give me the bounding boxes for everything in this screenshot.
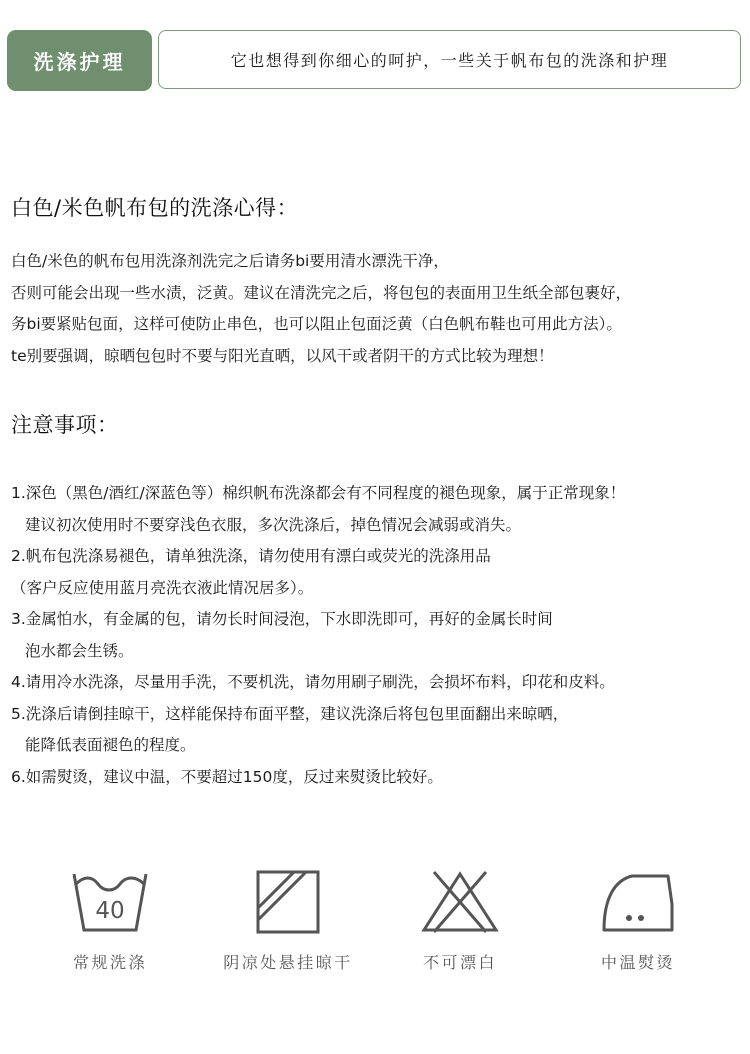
header xyxy=(7,30,741,91)
note-line: 泡水都会生锈。 xyxy=(25,641,134,660)
care-item-iron xyxy=(548,868,728,973)
note-line: 6.如需熨烫，建议中温，不要超过150度，反过来熨烫比较好。 xyxy=(11,767,443,786)
no-bleach-icon xyxy=(420,868,500,936)
section-title-washing-tips: 白色/米色帆布包的洗涤心得： xyxy=(11,196,299,220)
iron-medium-icon xyxy=(598,868,678,936)
shade-dry-icon xyxy=(248,868,328,936)
care-item-shade-dry xyxy=(198,868,378,973)
notes-list xyxy=(11,478,746,793)
header-subtitle: 它也想得到你细心的呵护，一些关于帆布包的洗涤和护理 xyxy=(158,30,741,89)
note-line: 3.金属怕水，有金属的包，请勿长时间浸泡，下水即洗即可，再好的金属长时间 xyxy=(11,610,553,628)
care-label-wash: 常规洗涤 xyxy=(72,953,147,972)
wash-temperature: 40 xyxy=(95,898,125,924)
note-line: （客户反应使用蓝月亮洗衣液此情况居多）。 xyxy=(11,578,314,597)
text-line: 务bi要紧贴包面，这样可使防止串色，也可以阻止包面泛黄（白色帆布鞋也可用此方法）。 xyxy=(11,315,622,333)
text-line: 白色/米色的帆布包用洗涤剂洗完之后请务bi要用清水漂洗干净， xyxy=(11,252,449,270)
note-line: 1.深色（黑色/酒红/深蓝色等）棉织帆布洗涤都会有不同程度的褪色现象，属于正常现象！ xyxy=(11,484,626,502)
note-line: 建议初次使用时不要穿浅色衣服，多次洗涤后，掉色情况会减弱或消失。 xyxy=(25,515,522,534)
note-line: 2.帆布包洗涤易褪色，请单独洗涤，请勿使用有漂白或荧光的洗涤用品 xyxy=(11,547,491,565)
wash-40-icon xyxy=(70,868,150,936)
note-line: 4.请用冷水洗涤，尽量用手洗，不要机洗，请勿用刷子刷洗，会损坏布料，印花和皮料。 xyxy=(11,673,615,691)
care-item-no-bleach xyxy=(370,868,550,973)
header-tag: 洗涤护理 xyxy=(7,30,152,91)
note-line: 能降低表面褪色的程度。 xyxy=(25,736,196,754)
care-label-no-bleach: 不可漂白 xyxy=(422,953,497,972)
care-icons-row xyxy=(0,868,750,988)
section-title-notes: 注意事项： xyxy=(11,413,119,437)
care-item-wash xyxy=(20,868,200,973)
text-line: 否则可能会出现一些水渍，泛黄。建议在清洗完之后，将包包的表面用卫生纸全部包裹好， xyxy=(11,283,632,302)
care-label-iron: 中温熨烫 xyxy=(600,953,675,972)
note-line: 5.洗涤后请倒挂晾干，这样能保持布面平整，建议洗涤后将包包里面翻出来晾晒， xyxy=(11,704,569,723)
washing-tips-paragraph xyxy=(11,246,746,372)
text-line: te别要强调，晾晒包包时不要与阳光直晒，以风干或者阴干的方式比较为理想！ xyxy=(11,346,554,365)
care-label-shade-dry: 阴凉处悬挂晾干 xyxy=(223,953,353,972)
